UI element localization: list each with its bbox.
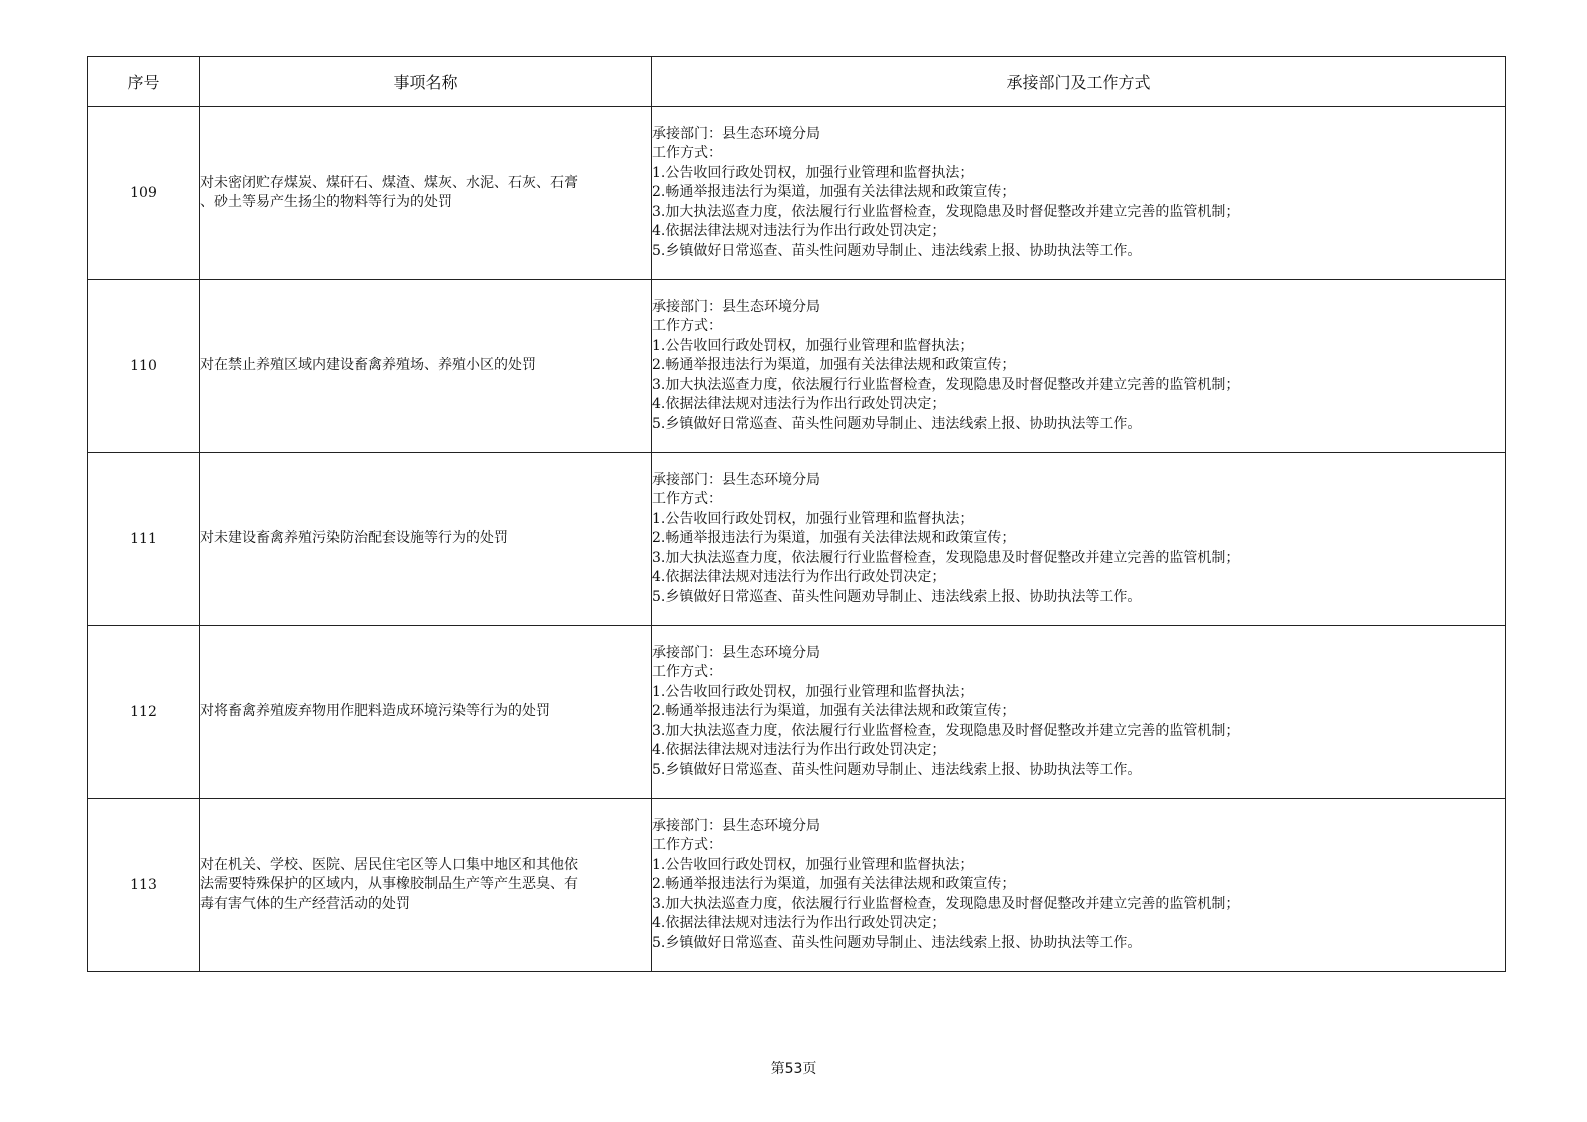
dept-method-line: 1.公告收回行政处罚权，加强行业管理和监督执法； [652,856,974,873]
header-row [88,57,1506,107]
dept-method-line: 4.依据法律法规对违法行为作出行政处罚决定； [652,915,946,932]
page-number: 第53页 [770,1061,817,1077]
item-name-line: 对在机关、学校、医院、居民住宅区等人口集中地区和其他依 [200,856,578,873]
dept-method-line: 5.乡镇做好日常巡查、苗头性问题劝导制止、违法线索上报、协助执法等工作。 [652,934,1142,951]
dept-method-line: 承接部门：县生态环境分局 [652,471,820,488]
dept-method-line: 1.公告收回行政处罚权，加强行业管理和监督执法； [652,683,974,700]
table-row [88,453,1506,626]
table-row [88,107,1506,280]
row-dept-method [652,799,1506,972]
row-item-name [200,799,652,972]
dept-method-line: 工作方式： [652,318,722,335]
dept-method-line: 4.依据法律法规对违法行为作出行政处罚决定； [652,396,946,413]
table-row [88,280,1506,453]
dept-method-line: 2.畅通举报违法行为渠道，加强有关法律法规和政策宣传； [652,357,1016,374]
row-seq: 111 [88,453,200,626]
table-row [88,799,1506,972]
row-dept-method [652,280,1506,453]
item-name-line: 对未密闭贮存煤炭、煤矸石、煤渣、煤灰、水泥、石灰、石膏 [200,174,578,191]
dept-method-line: 5.乡镇做好日常巡查、苗头性问题劝导制止、违法线索上报、协助执法等工作。 [652,242,1142,259]
dept-method-line: 2.畅通举报违法行为渠道，加强有关法律法规和政策宣传； [652,530,1016,547]
item-name-line: 对将畜禽养殖废弃物用作肥料造成环境污染等行为的处罚 [200,703,550,720]
row-seq: 113 [88,799,200,972]
item-name-line: 毒有害气体的生产经营活动的处罚 [200,895,410,912]
row-item-name [200,107,652,280]
dept-method-line: 1.公告收回行政处罚权，加强行业管理和监督执法； [652,164,974,181]
dept-method-line: 4.依据法律法规对违法行为作出行政处罚决定； [652,223,946,240]
row-dept-method [652,107,1506,280]
row-item-name [200,280,652,453]
dept-method-line: 3.加大执法巡查力度，依法履行行业监督检查，发现隐患及时督促整改并建立完善的监管机制； [652,203,1240,220]
row-dept-method [652,453,1506,626]
items-table [87,56,1506,972]
dept-method-line: 3.加大执法巡查力度，依法履行行业监督检查，发现隐患及时督促整改并建立完善的监管机制； [652,376,1240,393]
dept-method-line: 承接部门：县生态环境分局 [652,298,820,315]
dept-method-line: 4.依据法律法规对违法行为作出行政处罚决定； [652,742,946,759]
dept-method-line: 2.畅通举报违法行为渠道，加强有关法律法规和政策宣传； [652,703,1016,720]
item-name-line: 、砂土等易产生扬尘的物料等行为的处罚 [200,194,452,210]
header-seq: 序号 [88,57,200,107]
row-seq: 109 [88,107,200,280]
dept-method-line: 3.加大执法巡查力度，依法履行行业监督检查，发现隐患及时督促整改并建立完善的监管机制； [652,722,1240,739]
dept-method-line: 承接部门：县生态环境分局 [652,817,820,834]
row-dept-method [652,626,1506,799]
dept-method-line: 2.畅通举报违法行为渠道，加强有关法律法规和政策宣传； [652,184,1016,201]
dept-method-line: 1.公告收回行政处罚权，加强行业管理和监督执法； [652,510,974,527]
dept-method-line: 5.乡镇做好日常巡查、苗头性问题劝导制止、违法线索上报、协助执法等工作。 [652,761,1142,778]
table-body [88,107,1506,972]
dept-method-line: 工作方式： [652,491,722,508]
dept-method-line: 3.加大执法巡查力度，依法履行行业监督检查，发现隐患及时督促整改并建立完善的监管机制； [652,549,1240,566]
dept-method-line: 工作方式： [652,664,722,681]
row-seq: 110 [88,280,200,453]
dept-method-line: 工作方式： [652,145,722,162]
dept-method-line: 5.乡镇做好日常巡查、苗头性问题劝导制止、违法线索上报、协助执法等工作。 [652,588,1142,605]
header-dept-method: 承接部门及工作方式 [652,57,1506,107]
item-name-line: 对在禁止养殖区域内建设畜禽养殖场、养殖小区的处罚 [200,357,536,374]
dept-method-line: 1.公告收回行政处罚权，加强行业管理和监督执法； [652,337,974,354]
item-name-line: 对未建设畜禽养殖污染防治配套设施等行为的处罚 [200,530,508,547]
row-seq: 112 [88,626,200,799]
dept-method-line: 承接部门：县生态环境分局 [652,644,820,661]
row-item-name [200,453,652,626]
dept-method-line: 2.畅通举报违法行为渠道，加强有关法律法规和政策宣传； [652,876,1016,893]
header-item-name: 事项名称 [200,57,652,107]
table-row [88,626,1506,799]
dept-method-line: 工作方式： [652,837,722,854]
row-item-name [200,626,652,799]
dept-method-line: 承接部门：县生态环境分局 [652,125,820,142]
dept-method-line: 5.乡镇做好日常巡查、苗头性问题劝导制止、违法线索上报、协助执法等工作。 [652,415,1142,432]
dept-method-line: 3.加大执法巡查力度，依法履行行业监督检查，发现隐患及时督促整改并建立完善的监管机制； [652,895,1240,912]
item-name-line: 法需要特殊保护的区域内，从事橡胶制品生产等产生恶臭、有 [200,876,578,893]
dept-method-line: 4.依据法律法规对违法行为作出行政处罚决定； [652,569,946,586]
